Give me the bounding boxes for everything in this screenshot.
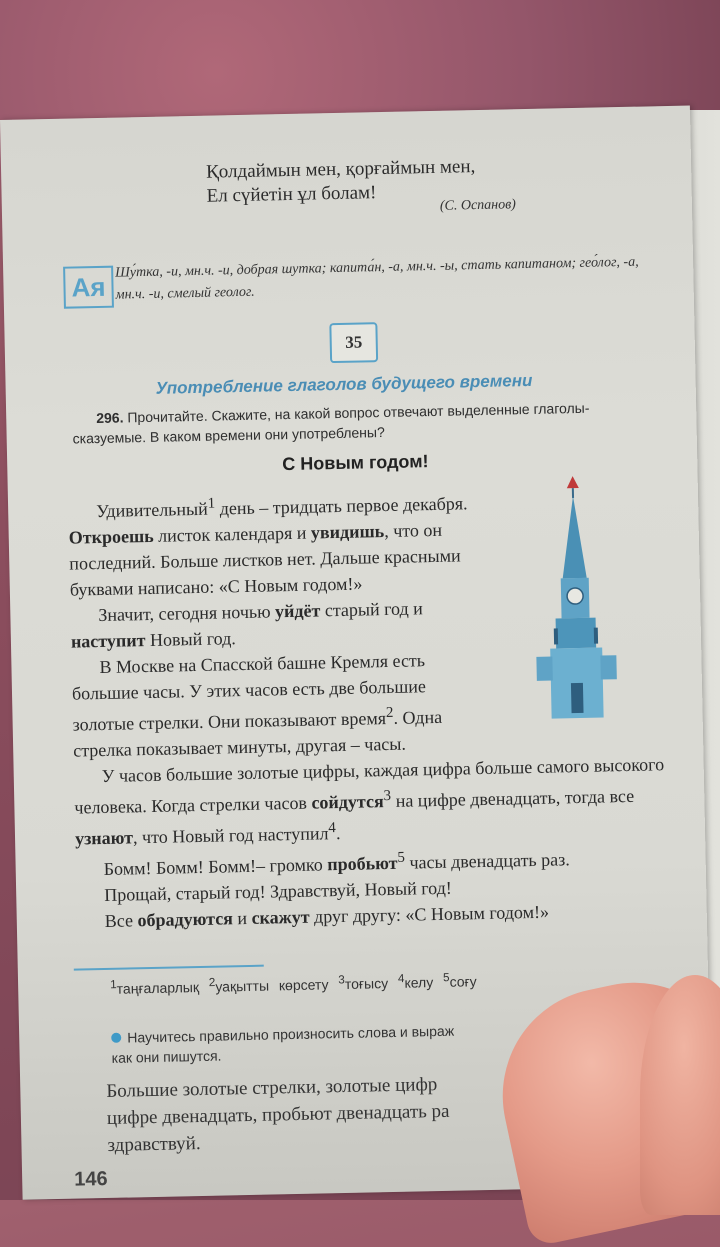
- footnote-text: келу: [404, 974, 433, 991]
- practice-line: цифре двенадцать, пробьют двенадцать ра: [107, 1093, 687, 1132]
- story-paragraph: [71, 646, 483, 764]
- story-text-run: У часов большие золотые цифры, каждая цифра больше самого высокого человека. Когда стрелки часов: [74, 754, 664, 817]
- footnote-ref: 2: [386, 705, 394, 721]
- vocabulary-badge-icon: Ая: [63, 266, 114, 309]
- story-title: С Новым годом!: [282, 451, 429, 475]
- story-text-run: друг другу: «С Новым годом!»: [309, 902, 549, 927]
- footnote-number: 5: [443, 971, 450, 984]
- practice-line: Большие золотые стрелки, золотые цифр: [106, 1066, 686, 1105]
- footnote: [209, 976, 329, 995]
- lesson-title: Употребление глаголов будущего времени: [155, 371, 532, 399]
- highlighted-verb: сойдутся: [311, 791, 384, 813]
- highlighted-verb: наступит: [71, 630, 146, 652]
- footnote-ref: 1: [207, 496, 215, 512]
- footnotes: [110, 970, 477, 996]
- footnote: [110, 979, 199, 997]
- poem: [206, 155, 476, 209]
- story-text-run: на цифре двенадцать, тогда все: [391, 786, 634, 811]
- highlighted-verb: Откроешь: [69, 526, 154, 548]
- story-paragraph: [73, 751, 695, 852]
- story-text: [68, 481, 697, 935]
- story-paragraph: [70, 594, 481, 655]
- story-text-run: . Одна стрелка показывает минуты, другая – часы.: [73, 707, 442, 761]
- poem-author: (С. Оспанов): [440, 197, 516, 215]
- story-text-run: Бомм! Бомм! Бомм!– громко: [103, 854, 327, 879]
- footnote-number: 1: [110, 978, 117, 991]
- highlighted-verb: пробьют: [327, 853, 398, 874]
- poem-line: Қолдаймын мен, қорғаймын мен,: [206, 155, 476, 185]
- footnote-number: 3: [338, 973, 345, 986]
- poem-line: Ел сүйетін ұл болам!: [206, 179, 476, 209]
- highlighted-verb: увидишь: [311, 521, 385, 543]
- story-text-run: Новый год.: [145, 628, 236, 650]
- highlighted-verb: узнают: [75, 827, 133, 848]
- story-paragraph: [68, 485, 480, 603]
- bullet-text: Научитесь правильно произносить слова и выраж: [127, 1023, 454, 1046]
- vocabulary-note: Шу́тка, -и, мн.ч. -и, добрая шутка; капита́н, -а, мн.ч. -ы, стать капитаном; гео́лог, -а, мн.ч. -и, смелый геолог.: [115, 251, 656, 306]
- footnote-ref: 3: [383, 788, 391, 804]
- story-text-run: часы двенадцать раз.: [405, 849, 570, 872]
- footnote-ref: 5: [397, 850, 405, 866]
- exercise-number: 296.: [96, 409, 124, 426]
- footnote-text: тоғысу: [345, 975, 389, 992]
- story-text-run: Все: [105, 910, 138, 931]
- page-number: 146: [74, 1168, 108, 1192]
- lesson-number: 35: [329, 322, 378, 363]
- footnote: [398, 974, 434, 991]
- highlighted-verb: скажут: [251, 907, 309, 928]
- story-text-run: В Москве на Спасской башне Кремля есть большие часы. У этих часов есть две большие золотые стрелки. Они показывают время: [72, 650, 426, 734]
- story-text-run: листок календаря и: [153, 523, 311, 546]
- practice-line: здравствуй.: [107, 1120, 687, 1159]
- footnote-divider: [74, 965, 264, 971]
- bullet-dot-icon: [111, 1033, 121, 1043]
- highlighted-verb: обрадуются: [137, 908, 233, 930]
- exercise-text: Прочитайте. Скажите, на какой вопрос отвечают выделенные глаголы-сказуемые. В каком времени они употреблены?: [73, 400, 590, 447]
- footnote-text: уақытты көрсету: [215, 976, 328, 994]
- story-text-run: , что Новый год наступил: [133, 823, 329, 847]
- story-text-run: Прощай, старый год! Здравствуй, Новый год!: [104, 878, 452, 905]
- story-text-run: день – тридцать первое декабря.: [215, 493, 468, 518]
- footnote: [443, 973, 477, 990]
- story-text-run: Удивительный: [96, 499, 208, 521]
- footnote-number: 2: [209, 976, 216, 989]
- story-text-run: и: [233, 908, 252, 928]
- footnote: [338, 975, 388, 992]
- footnote-text: таңғаларлық: [117, 979, 200, 997]
- story-text-run: , что он последний. Больше листков нет. Дальше красными буквами написано: «С Новым годом!»: [69, 520, 461, 600]
- bullet-text: как они пишутся.: [111, 1048, 221, 1066]
- story-text-run: .: [336, 823, 341, 843]
- footnote-text: соғу: [449, 973, 476, 990]
- footnote-number: 4: [398, 972, 405, 985]
- story-text-run: старый год и: [320, 598, 423, 620]
- footnote-ref: 4: [328, 820, 336, 836]
- exercise-instruction: [72, 396, 663, 448]
- story-text-run: Значит, сегодня ночью: [98, 601, 275, 625]
- highlighted-verb: уйдёт: [275, 600, 321, 621]
